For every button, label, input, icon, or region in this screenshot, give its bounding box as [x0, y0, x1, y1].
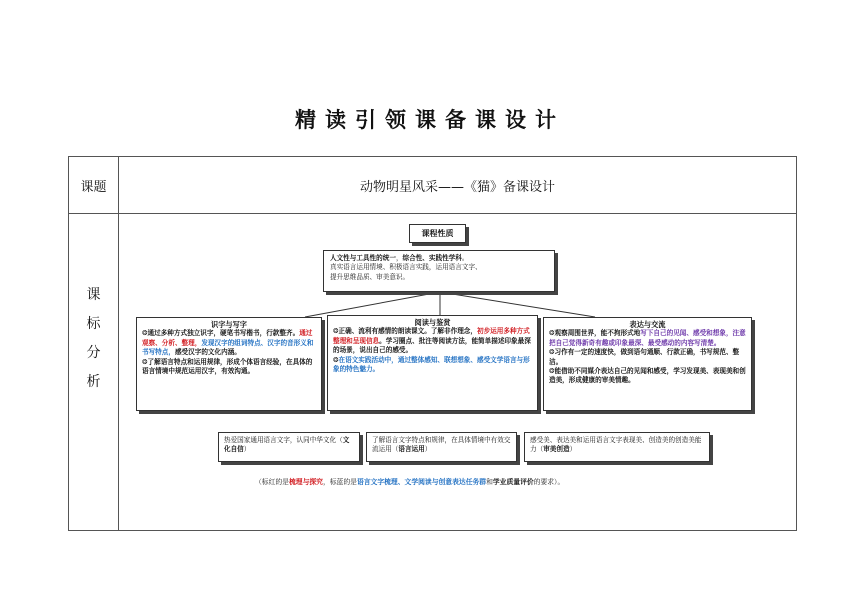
legend-note: （标红的是梳理与探究，标蓝的是语言文字梳理、文学阅读与创意表达任务群和学业质量评价的要求）。	[255, 478, 565, 486]
literacy-box	[136, 317, 322, 411]
expression-box	[543, 317, 752, 411]
literacy-title: 识字与写字	[211, 320, 247, 329]
expression-point-3: ❂能借助不同媒介表达自己的见闻和感受，学习发现美、表现美和创造美，形成健康的审美情趣。	[549, 367, 746, 385]
reading-point-2: ❂在语文实践活动中，通过整体感知、联想想象、感受文学语言与形象的特色魅力。	[333, 355, 530, 374]
course-nature-line-3: 提升思维品质、审美意识。	[330, 272, 410, 281]
course-nature-title-box	[409, 224, 466, 243]
analysis-char-2: 标	[86, 316, 101, 332]
course-nature-title: 课程性质	[421, 229, 454, 238]
analysis-char-3: 分	[86, 345, 101, 361]
literacy-point-1: ❂通过多种方式独立识字，硬笔书写楷书，行款整齐。通过观察、分析、整理，发现汉字的组词特点、汉字的音形义和书写特点，感受汉字的文化内涵。	[142, 329, 314, 357]
language-use-box: 了解语言文字特点和规律，在具体情境中有效交流运用（语言运用）	[366, 432, 517, 462]
analysis-char-1: 课	[86, 287, 101, 303]
course-nature-line-2: 真实语言运用情境、积极语言实践，运用语言文字、	[330, 263, 482, 272]
cultural-confidence-box: 热爱国家通用语言文字，认同中华文化（文化自信）	[218, 432, 360, 462]
reading-point-1: ❂正确、流利有感情的朗读课文。了解非作理念，初步运用多种方式整理和呈现信息。学习圈点、批注等阅读方法，能简单描述印象最深的场景，说出自己的感受。	[333, 327, 531, 355]
connector-right	[440, 292, 595, 317]
reading-box	[327, 315, 538, 411]
reading-title: 阅读与鉴赏	[414, 318, 451, 327]
course-nature-line-1: 人文性与工具性的统一，综合性、实践性学科。	[330, 254, 469, 262]
connector-left	[305, 292, 440, 317]
expression-title: 表达与交流	[629, 320, 666, 329]
expression-point-1: ❂观察周围世界，能不拘形式地写下自己的见闻、感受和想象，注意把自己觉得新奇有趣或印象最深、最受感动的内容写清楚。	[549, 329, 746, 347]
topic-label: 课题	[80, 179, 107, 195]
document-title: 精读引领课备课设计	[295, 107, 565, 132]
expression-point-2: ❂习作有一定的速度快，做到语句通顺、行款正确，书写规范、整洁。	[549, 348, 740, 366]
course-nature-box	[323, 250, 555, 292]
topic-value: 动物明星风采——《猫》备课设计	[359, 179, 555, 195]
analysis-char-4: 析	[86, 374, 101, 390]
aesthetic-creation-box: 感受美、表达美和运用语言文字表现美、创造美的创造美能力（审美创造）	[524, 432, 710, 462]
literacy-point-2: ❂了解语言特点和运用规律，形成个体语言经验，在具体的语言情境中规范运用汉字，有效沟通。	[142, 357, 313, 376]
